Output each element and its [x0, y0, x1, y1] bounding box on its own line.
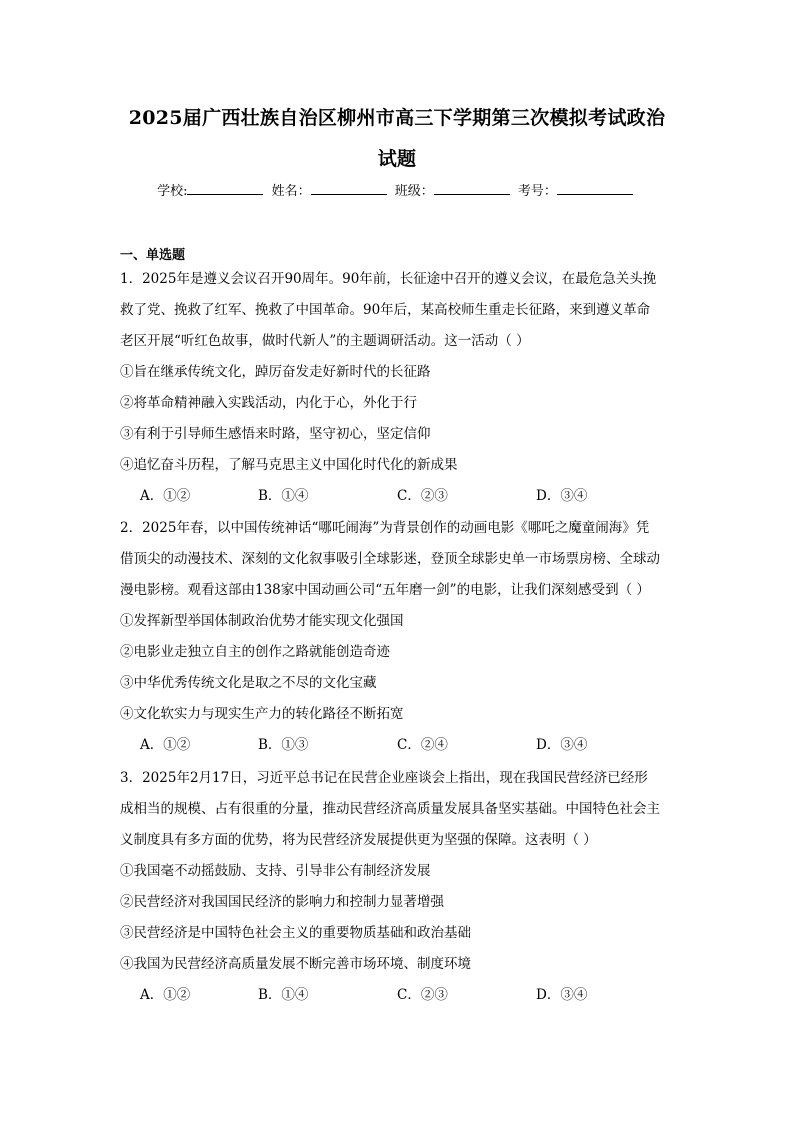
question-3-option-2: ②民营经济对我国国民经济的影响力和控制力显著增强	[120, 894, 444, 910]
question-2-option-3: ③中华优秀传统文化是取之不尽的文化宝藏	[120, 675, 377, 691]
class-label: 班级：	[394, 184, 434, 199]
question-1-choices	[140, 487, 660, 505]
question-3-stem-line-2: 成相当的规模、占有很重的分量，推动民营经济高质量发展具备坚实基础。中国特色社会主	[120, 801, 660, 817]
exam-number-blank	[557, 182, 633, 195]
page-subtitle: 试题	[377, 148, 417, 170]
question-3-option-3: ③民营经济是中国特色社会主义的重要物质基础和政治基础	[120, 925, 471, 941]
question-1-option-2: ②将革命精神融入实践活动，内化于心，外化于行	[120, 395, 417, 411]
choice-b: B．①③	[258, 737, 309, 753]
question-1-option-3: ③有利于引导师生感悟来时路，坚守初心，坚定信仰	[120, 426, 431, 442]
student-info-line	[0, 182, 794, 201]
choice-b: B．①④	[258, 488, 309, 504]
question-1-stem-line-1: 1．2025年是遵义会议召开90周年。90年前，长征途中召开的遵义会议，在最危急关头挽	[120, 271, 657, 287]
choice-c: C．②③	[397, 987, 448, 1003]
choice-a: A．①②	[140, 488, 191, 504]
question-1-option-4: ④追忆奋斗历程，了解马克思主义中国化时代化的新成果	[120, 457, 458, 473]
choice-c: C．②③	[397, 488, 448, 504]
question-2-stem-line-1: 2．2025年春，以中国传统神话“哪吒闹海”为背景创作的动画电影《哪吒之魔童闹海》凭	[120, 520, 650, 536]
question-2-option-4: ④文化软实力与现实生产力的转化路径不断拓宽	[120, 706, 404, 722]
question-3-stem-line-3: 义制度具有多方面的优势，将为民营经济发展提供更为坚强的保障。这表明（ ）	[120, 832, 597, 848]
question-3-option-4: ④我国为民营经济高质量发展不断完善市场环境、制度环境	[120, 956, 471, 972]
question-1-option-1: ①旨在继承传统文化，踔厉奋发走好新时代的长征路	[120, 364, 431, 380]
choice-d: D．③④	[536, 488, 588, 504]
choice-a: A．①②	[140, 737, 191, 753]
choice-d: D．③④	[536, 987, 588, 1003]
question-3-choices	[140, 986, 660, 1004]
exam-number-label: 考号：	[517, 184, 557, 199]
school-label: 学校:	[157, 184, 188, 199]
question-1-stem-line-3: 老区开展“听红色故事，做时代新人”的主题调研活动。这一活动（ ）	[120, 333, 530, 349]
choice-b: B．①④	[258, 987, 309, 1003]
choice-c: C．②④	[397, 737, 448, 753]
question-2-option-1: ①发挥新型举国体制政治优势才能实现文化强国	[120, 613, 404, 629]
school-blank	[187, 182, 263, 195]
section-title: 一、单选题	[120, 248, 186, 263]
class-blank	[434, 182, 510, 195]
question-2-option-2: ②电影业走独立自主的创作之路就能创造奇迹	[120, 644, 390, 660]
question-1-stem-line-2: 救了党、挽救了红军、挽救了中国革命。90年后，某高校师生重走长征路，来到遵义革命	[120, 302, 651, 318]
question-2-choices	[140, 736, 660, 754]
name-blank	[311, 182, 387, 195]
question-2-stem-line-2: 借顶尖的动漫技术、深刻的文化叙事吸引全球影迷，登顶全球影史单一市场票房榜、全球动	[120, 551, 660, 567]
choice-d: D．③④	[536, 737, 588, 753]
choice-a: A．①②	[140, 987, 191, 1003]
question-3-stem-line-1: 3．2025年2月17日，习近平总书记在民营企业座谈会上指出，现在我国民营经济已经形	[120, 770, 648, 786]
name-label: 姓名：	[271, 184, 311, 199]
question-2-stem-line-3: 漫电影榜。观看这部由138家中国动画公司“五年磨一剑”的电影，让我们深刻感受到（ ）	[120, 582, 650, 598]
question-3-option-1: ①我国毫不动摇鼓励、支持、引导非公有制经济发展	[120, 863, 431, 879]
page-title: 2025届广西壮族自治区柳州市高三下学期第三次模拟考试政治	[128, 107, 666, 129]
